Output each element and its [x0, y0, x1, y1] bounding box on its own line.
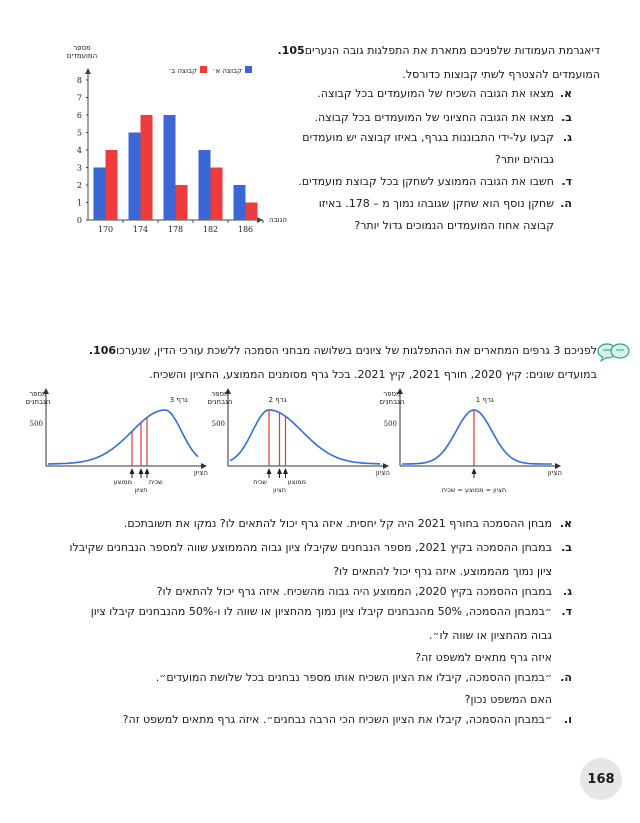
graph-marker-arrow [277, 468, 282, 474]
q106-number: 106. [88, 344, 117, 357]
graph-marker-label: ממוצע [113, 478, 132, 486]
q106-item [91, 605, 572, 618]
x-axis-arrow [257, 217, 263, 223]
q106-item-label: ה. [560, 671, 572, 684]
x-tick-label: 186 [237, 225, 254, 234]
legend-swatch-group-b [200, 66, 207, 73]
q105-item-text: מצאו את הגובה החציוני של המועמדים בכל קבוצה. [314, 111, 554, 124]
graph-curve [402, 410, 552, 464]
graph-curve [230, 410, 380, 464]
q106-item [124, 517, 572, 530]
q105-item [298, 175, 572, 188]
bar-group-b [211, 168, 223, 221]
y-tick-label: 7 [76, 93, 82, 103]
graph-y-label: הנבחנים [379, 398, 405, 406]
q105-item-text: גבוהים יותר? [494, 153, 554, 166]
graph-curve [48, 410, 198, 464]
legend-label-group-a: קבוצה א׳ [212, 67, 242, 75]
q106-item [429, 629, 572, 642]
q106-item-text: ״במבחן ההסמכה, 50% מהנבחנים קיבלו ציון נמוך מהחציון או שווה לו ו-50% מהנבחנים קיבלו ציון [90, 605, 552, 618]
graph-y-label: הנבחנים [25, 398, 51, 406]
q105-item [354, 219, 572, 232]
speech-bubble-icon [597, 342, 631, 362]
q106-item-text: ״במבחן ההסמכה, קיבלו את הציון השכיח אותו מספר נבחנים בכל שלושת המועדים״. [155, 671, 552, 684]
q105-item-text: קבעו על-ידי התבוננות בגרף, באיזו קבוצה יש מועמדים [302, 131, 554, 144]
q106-item-text: ״במבחן ההסמכה, קיבלו את הציון השכיח הכי הרבה נבחנים״. איזה גרף מתאים למשפט זה? [122, 713, 552, 726]
q105-item [319, 197, 572, 210]
bar-group-b [176, 185, 188, 220]
y-axis-arrow [85, 68, 91, 74]
q106-intro [60, 344, 597, 384]
q106-item-text: ציון נמוך מהממוצע. איזה גרף יכול להתאים לו? [333, 565, 552, 578]
q106-item-label: א. [559, 517, 572, 530]
x-tick-label: 174 [132, 225, 149, 234]
q105-item [302, 131, 572, 144]
x-axis-label: הגובה [269, 216, 287, 224]
y-tick-label: 5 [76, 128, 82, 138]
q106-item-text: גבוה מהחציון או שווה לו״. [428, 629, 552, 642]
graph-y-label: הנבחנים [207, 398, 233, 406]
q106-item [415, 651, 572, 664]
q106-intro-line-1: לפניכם 3 גרפים המתארים את ההתפלגות של ציונים בשלושה מבחני הסמכה ללשכת עורכי הדין, שנערכו106. [88, 344, 597, 357]
q106-item-text: איזה גרף מתאים למשפט זה? [415, 651, 552, 664]
bar-group-a [164, 115, 176, 220]
q106-item-label: ב. [561, 541, 572, 554]
graph-y-label: מספר [29, 390, 47, 398]
q105-item-label: ב. [561, 111, 572, 124]
graph-y-label: מספר [383, 390, 401, 398]
x-tick-label: 182 [202, 225, 219, 234]
graph-y-tick: 500 [29, 420, 43, 428]
graph-marker-label: ממוצע [287, 478, 307, 486]
y-tick-label: 4 [76, 146, 82, 155]
legend-swatch-group-a [245, 66, 252, 73]
q106-item [123, 713, 572, 726]
q105-item-label: א. [559, 87, 572, 100]
distribution-graphs [10, 384, 600, 504]
q105-item [314, 111, 572, 124]
graph-marker-arrow [130, 468, 135, 474]
q106-item-label: ו. [564, 713, 572, 726]
graph-y-label: מספר [211, 390, 229, 398]
graph-x-label: הציון [547, 469, 562, 477]
q105-item-label: ג. [562, 131, 572, 144]
graph-marker-label: שכיח [253, 478, 267, 486]
q105-item-label: ה. [560, 197, 572, 210]
graph-marker-label: חציון [134, 486, 148, 494]
q105-intro-line-2: המועמדים להצטרף לשתי קבוצות כדורסל. [402, 68, 600, 81]
bar-chart [40, 44, 287, 242]
q105-item [495, 153, 572, 166]
bar-group-a [199, 150, 211, 220]
graph-y-tick: 500 [383, 420, 397, 428]
graph-marker-label: שכיח [149, 478, 163, 486]
bar-group-a [94, 168, 106, 221]
q106-item-text: האם המשפט נכון? [464, 693, 552, 706]
q106-item-label: ד. [561, 605, 572, 618]
q105-item [317, 87, 572, 100]
bar-group-b [106, 150, 118, 220]
q105-item-label: ד. [561, 175, 572, 188]
x-tick-label: 178 [167, 225, 184, 234]
graph-marker-label: חציון [272, 486, 287, 494]
page-number: 168 [580, 758, 622, 800]
graph-marker-arrow [283, 468, 288, 474]
bar-group-b [246, 203, 258, 221]
q105-item-text: חשבו את הגובה הממוצע לשחקן בכל קבוצת מועמדים. [298, 175, 554, 188]
graph-x-label: הציון [193, 469, 208, 477]
q106-item [157, 585, 572, 598]
legend-label-group-b: קבוצה ב׳ [168, 67, 197, 75]
graph-marker-arrow [145, 468, 150, 474]
q105-intro-line-1: דיאגרמת העמודות שלפניכם מתארת את התפלגות גובה הנערים105. [277, 44, 600, 57]
q105-item-text: שחקן נוסף הוא שחקן שגובהו נמוך מ – 178. באיזו [318, 197, 554, 210]
bar-group-a [234, 185, 246, 220]
q106-item-label: ג. [562, 585, 572, 598]
graph-title: גרף 1 [475, 396, 494, 404]
graph-marker-arrow [139, 468, 144, 474]
y-tick-label: 0 [76, 216, 82, 225]
graph-marker-label: חציון = ממוצע = שכיח [441, 486, 507, 494]
graph-y-tick: 500 [211, 420, 225, 428]
graph-title: גרף 3 [169, 396, 188, 404]
q106-item [70, 541, 572, 554]
y-tick-label: 3 [76, 163, 82, 173]
q106-item [465, 693, 572, 706]
q106-item [156, 671, 572, 684]
graph-title: גרף 2 [268, 396, 287, 404]
y-axis-label: מספר [73, 44, 91, 52]
y-axis-label: המועמדים [66, 52, 98, 60]
q105-item-text: מצאו את הגובה השכיח של המועמדים בכל קבוצה. [317, 87, 554, 100]
x-tick-label: 170 [97, 225, 114, 234]
q106-item [333, 565, 572, 578]
q106-intro-line-2: במועדים שונים: קיץ 2020, חורף 2021, קיץ 2021. בכל גרף מסומנים הממוצע, החציון והשכיח. [149, 368, 597, 381]
bar-group-b [141, 115, 153, 220]
y-tick-label: 1 [76, 198, 82, 208]
q106-item-text: מבחן ההסמכה בחורף 2021 היה קל יחסית. איזה גרף יכול להתאים לו? נמקו את תשובתכם. [123, 517, 552, 530]
q105-item-text: קבוצה אחוז המועמדים הנמוכים גדול יותר? [354, 219, 554, 232]
y-tick-label: 2 [76, 181, 82, 190]
graph-x-label: הציון [375, 469, 390, 477]
y-tick-label: 6 [76, 111, 82, 120]
y-tick-label: 8 [76, 76, 82, 85]
graph-marker-arrow [267, 468, 272, 474]
q106-item-text: במבחן ההסמכה בקיץ 2021, מספר הנבחנים שקיבלו ציון גבוה מהממוצע שווה למספר הנבחנים שקיבלו [69, 541, 552, 554]
graph-marker-arrow [472, 468, 477, 474]
bar-group-a [129, 133, 141, 221]
q106-item-text: במבחן ההסמכה בקיץ 2020, הממוצע היה גבוה מהשכיח. איזה גרף יכול להתאים לו? [156, 585, 552, 598]
q105-number: 105. [277, 44, 305, 57]
